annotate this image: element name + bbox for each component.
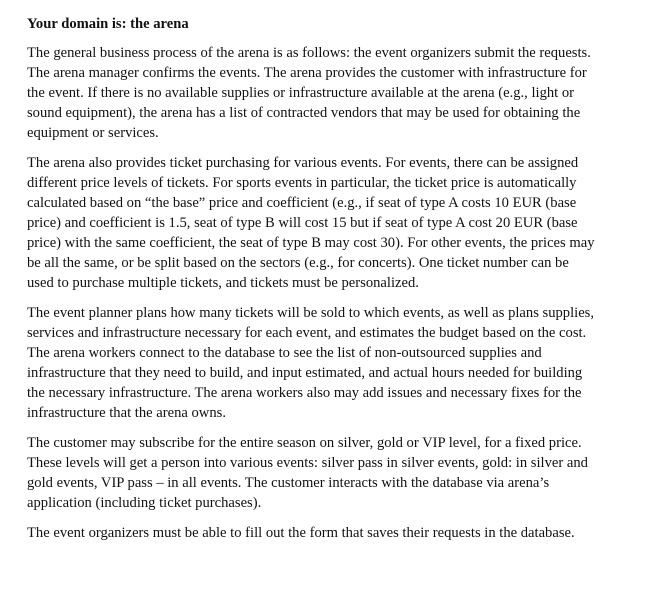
paragraph-line: The arena also provides ticket purchasing for various events. For events, there can be assigned bbox=[27, 155, 579, 171]
paragraph-season-subscription bbox=[27, 433, 657, 513]
paragraph-line: the event. If there is no available supplies or infrastructure available at the arena (e.g., light or bbox=[27, 85, 575, 101]
paragraph-line: The general business process of the arena is as follows: the event organizers submit the requests. bbox=[27, 45, 591, 61]
paragraph-business-process bbox=[27, 43, 657, 143]
paragraph-line: The arena workers connect to the database to see the list of non-outsourced supplies and bbox=[27, 345, 542, 361]
paragraph-line: These levels will get a person into various events: silver pass in silver events, gold: in silver and bbox=[27, 455, 588, 471]
paragraph-line: gold events, VIP pass – in all events. The customer interacts with the database via arena’s bbox=[27, 475, 550, 491]
paragraph-line: The arena manager confirms the events. The arena provides the customer with infrastructure for bbox=[27, 65, 587, 81]
paragraph-line: infrastructure that they need to build, and input estimated, and actual hours needed for building bbox=[27, 365, 583, 381]
paragraph-line: used to purchase multiple tickets, and tickets must be personalized. bbox=[27, 275, 419, 291]
paragraph-line: be all the same, or be split based on the sectors (e.g., for concerts). One ticket number can be bbox=[27, 255, 569, 271]
paragraph-line: price) and coefficient is 1.5, seat of type B will cost 15 but if seat of type A cost 20 EUR (base bbox=[27, 215, 578, 231]
paragraph-line: the necessary infrastructure. The arena workers also may add issues and necessary fixes for the bbox=[27, 385, 582, 401]
paragraph-line: equipment or services. bbox=[27, 125, 159, 141]
paragraph-line: price) with the same coefficient, the seat of type B may cost 30). For other events, the prices may bbox=[27, 235, 595, 251]
document-heading: Your domain is: the arena bbox=[27, 16, 189, 32]
paragraph-line: sound equipment), the arena has a list of contracted vendors that may be used for obtaining the bbox=[27, 105, 581, 121]
paragraph-line: infrastructure that the arena owns. bbox=[27, 405, 226, 421]
paragraph-line: The customer may subscribe for the entire season on silver, gold or VIP level, for a fixed price. bbox=[27, 435, 582, 451]
paragraph-line: application (including ticket purchases). bbox=[27, 495, 262, 511]
paragraph-event-planner bbox=[27, 303, 657, 423]
paragraph-organizer-form bbox=[27, 523, 657, 543]
paragraph-line: different price levels of tickets. For sports events in particular, the ticket price is automatically bbox=[27, 175, 577, 191]
paragraph-line: calculated based on “the base” price and coefficient (e.g., if seat of type A costs 10 EUR (base bbox=[27, 195, 577, 211]
paragraph-line: The event planner plans how many tickets will be sold to which events, as well as plans supplies, bbox=[27, 305, 595, 321]
paragraph-ticket-purchasing bbox=[27, 153, 657, 293]
paragraph-line: services and infrastructure necessary for each event, and estimates the budget based on the cost. bbox=[27, 325, 587, 341]
paragraph-line: The event organizers must be able to fill out the form that saves their requests in the database. bbox=[27, 525, 575, 541]
document-page bbox=[27, 14, 657, 553]
